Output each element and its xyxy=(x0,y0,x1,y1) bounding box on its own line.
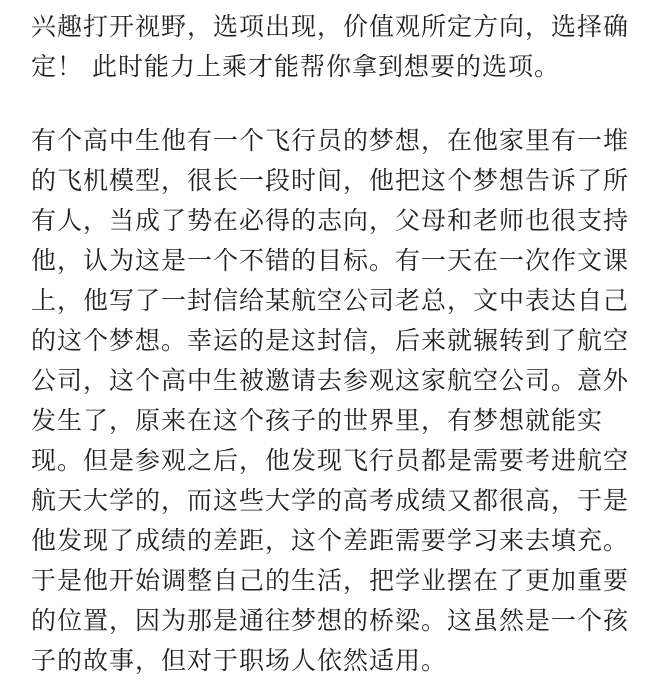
text-line: 发生了，原来在这个孩子的世界里，有梦想就能实 xyxy=(31,406,604,435)
text-line: 定！ 此时能力上乘才能帮你拿到想要的选项。 xyxy=(31,52,560,81)
text-line: 的这个梦想。幸运的是这封信，后来就辗转到了航空 xyxy=(31,326,630,355)
text-line: 的飞机模型，很长一段时间，他把这个梦想告诉了所 xyxy=(31,166,630,195)
text-line: 兴趣打开视野，选项出现，价值观所定方向，选择确 xyxy=(31,12,630,41)
text-line: 他，认为这是一个不错的目标。有一天在一次作文课 xyxy=(31,246,630,275)
text-line: 的位置，因为那是通往梦想的桥梁。这虽然是一个孩 xyxy=(31,606,630,635)
text-line: 上，他写了一封信给某航空公司老总，文中表达自己 xyxy=(31,286,630,315)
paragraph-intro xyxy=(31,7,629,87)
text-line: 现。但是参观之后，他发现飞行员都是需要考进航空 xyxy=(31,446,630,475)
text-line: 航天大学的，而这些大学的高考成绩又都很高，于是 xyxy=(31,486,630,515)
paragraph-story xyxy=(31,121,629,681)
text-line: 他发现了成绩的差距，这个差距需要学习来去填充。 xyxy=(31,526,630,555)
text-line: 子的故事，但对于职场人依然适用。 xyxy=(31,646,448,675)
text-line: 有人，当成了势在必得的志向，父母和老师也很支持 xyxy=(31,206,630,235)
text-line: 于是他开始调整自己的生活，把学业摆在了更加重要 xyxy=(31,566,630,595)
text-line: 公司，这个高中生被邀请去参观这家航空公司。意外 xyxy=(31,366,630,395)
text-line: 有个高中生他有一个飞行员的梦想，在他家里有一堆 xyxy=(31,126,630,155)
